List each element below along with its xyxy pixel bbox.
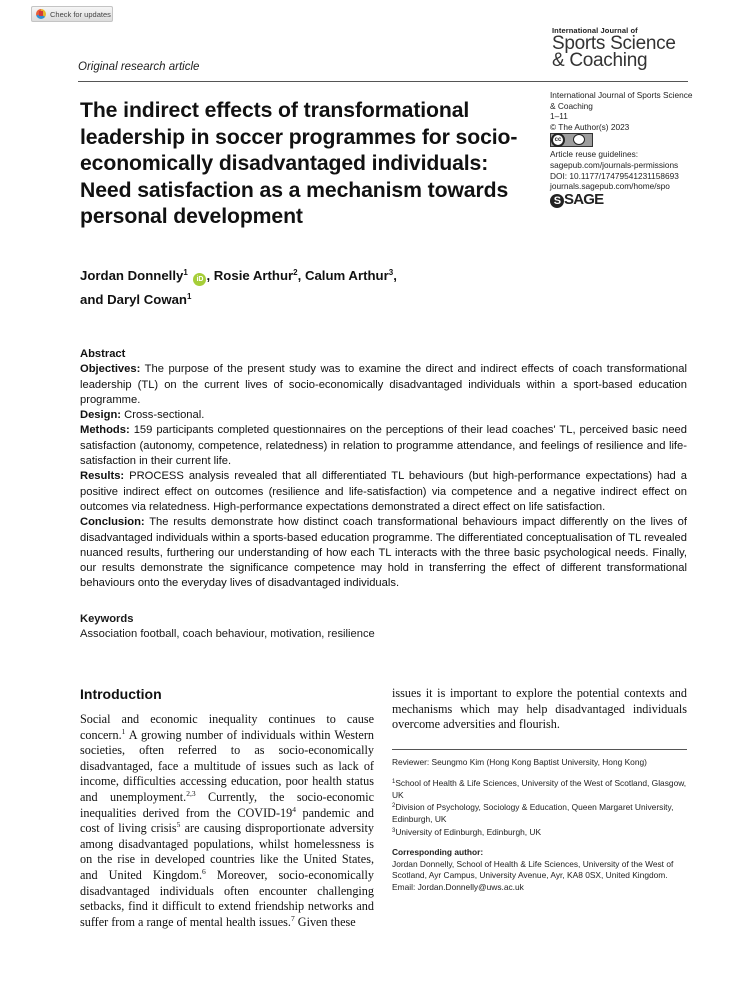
journal-logo [552, 27, 676, 69]
sage-s-icon: S [550, 194, 564, 208]
introduction-left-column: Social and economic inequality continues to cause concern.$^1$ A growing number of individuals within Western societies, often referred to as socio-economically disadvantaged, face a multitude of issues such as lack of income, difficulties accessing education, poor health status and unemployment.$^{2,3}$ Currently, the socio-economic inequalities derived from the COVID-19$^4$ pandemic and cost of living crisis$^5$ are causing disproportionate adversity among disadvantaged populations, whilst homelessness is on the rise in developed countries like the United States, and United Kingdom.$^6$ Moreover, socio-economically disadvantaged individuals often encounter challenging setbacks, find it difficult to extend friendship networks and suffer from a range of mental health issues.$^7$ Given these [80, 712, 374, 929]
citation-ref[interactable]: 6 [202, 866, 206, 876]
introduction-right-column: issues it is important to explore the potential contexts and mechanisms which may help disadvantaged individuals overcome adversities and flourish. [392, 686, 687, 732]
abstract-conclusion: Conclusion: The results demonstrate how distinct coach transformational behaviours impact differently on the lives of disadvantaged individuals within a sports-based education programme. The differentiated conceptualisation of TL revealed nuanced results, furthering our understanding of how each TL interacts with the three basic psychological needs. Finally, our results demonstrate the significance competence may hold in transferring the effect of different transformational behaviours onto the everyday lives of disadvantaged individuals. [80, 516, 687, 590]
sage-logo-text: SAGE [564, 191, 604, 209]
journal-logo-line2: & Coaching [552, 49, 648, 71]
sage-logo [550, 191, 693, 209]
abstract [80, 347, 687, 592]
orcid-icon[interactable]: iD [193, 273, 206, 286]
citation-ref[interactable]: 1 [121, 726, 126, 736]
citation-ref[interactable]: 5 [176, 820, 181, 830]
author-affiliation: 1 [183, 268, 188, 277]
journal-logo-small: International Journal of [552, 26, 638, 35]
attribution-icon [573, 134, 585, 145]
author-affiliation: 1 [187, 292, 192, 301]
citation-ref[interactable]: 7 [290, 913, 295, 923]
meta-reuse-link[interactable]: sagepub.com/journals-permissions [550, 159, 679, 170]
keywords [80, 612, 687, 643]
affiliation-1: $^1$School of Health & Life Sciences, University of the West of Scotland, Glasgow, UK [392, 777, 687, 800]
corresponding-author-label: Corresponding author: [392, 846, 484, 857]
check-for-updates-label: Check for updates [50, 9, 111, 19]
author-affiliation: 2 [293, 268, 298, 277]
abstract-heading: Abstract [80, 348, 126, 360]
corresponding-author-address: Jordan Donnelly, School of Health & Life Sciences, University of the West of Scotland, Ayr Campus, University Avenue, Ayr, KA8 0SX, United Kingdom. [392, 858, 674, 881]
footnote-divider [392, 749, 687, 750]
corresponding-author-email[interactable]: Email: Jordan.Donnelly@uws.ac.uk [392, 882, 524, 893]
crossmark-icon [36, 9, 46, 19]
meta-journal-line2: & Coaching [550, 100, 593, 111]
keywords-text: Association football, coach behaviour, motivation, resilience [80, 628, 375, 641]
cc-icon: cc [551, 133, 565, 147]
meta-journal-link[interactable]: journals.sagepub.com/home/spo [550, 181, 670, 192]
abstract-methods: Methods: 159 participants completed questionnaires on the perceptions of their lead coaches' TL, perceived basic need satisfaction (autonomy, competence, relatedness) in relation to programme attendance, and feelings of resilience and life-satisfaction in their current life. [80, 424, 687, 468]
author-name: Rosie Arthur [213, 268, 294, 283]
abstract-objectives: Objectives: The purpose of the present study was to examine the direct and indirect effects of coach transformational leadership (TL) on the current lives of socio-economically disadvantaged individuals within a sport-based education programme. [80, 363, 687, 406]
meta-reuse-label: Article reuse guidelines: [550, 149, 639, 160]
author-name: Daryl Cowan [107, 292, 187, 307]
author-name: Jordan Donnelly [80, 268, 184, 283]
journal-logo-line1: Sports Science [552, 32, 676, 54]
footnotes [392, 757, 692, 894]
journal-meta [550, 90, 693, 208]
abstract-design: Design: Cross-sectional. [80, 409, 205, 422]
affiliation-2: $^2$Division of Psychology, Sociology & Education, Queen Margaret University, Edinburgh, UK [392, 802, 674, 825]
meta-copyright: © The Author(s) 2023 [550, 121, 630, 132]
author-list: Jordan Donnelly$^1$ iD , Rosie Arthur$^2$, Calum Arthur$^3$, and Daryl Cowan$^1$ [80, 268, 397, 307]
reviewer-note: Reviewer: Seungmo Kim (Hong Kong Baptist University, Hong Kong) [392, 757, 647, 767]
author-name: Calum Arthur [304, 268, 389, 283]
author-affiliation: 3 [388, 268, 394, 277]
affiliation-3: $^3$University of Edinburgh, Edinburgh, UK [392, 826, 542, 837]
meta-pages: 1–11 [550, 111, 568, 122]
article-type: Original research article [78, 61, 200, 73]
keywords-heading: Keywords [80, 613, 134, 625]
introduction-heading: Introduction [80, 686, 162, 702]
meta-doi[interactable]: DOI: 10.1177/17479541231158693 [550, 170, 679, 181]
meta-journal-line1: International Journal of Sports Science [550, 90, 693, 100]
abstract-results: Results: PROCESS analysis revealed that all differentiated TL behaviours (but high-performance expectations) had a positive indirect effect on outcomes (resilience and life-satisfaction) via competence and a negative indirect effect on outcomes via relatedness. High-performance expectations demonstrated a direct effect on life satisfaction. [80, 470, 687, 513]
citation-ref[interactable]: 2,3 [186, 788, 196, 798]
cc-by-license-icon[interactable] [550, 133, 593, 147]
article-title: The indirect effects of transformational leadership in soccer programmes for socio-economically disadvantaged individuals: Need satisfaction as a mechanism towards personal development [80, 99, 518, 229]
header-divider [78, 81, 688, 82]
citation-ref[interactable]: 4 [292, 804, 296, 814]
check-for-updates-button[interactable] [31, 6, 113, 22]
